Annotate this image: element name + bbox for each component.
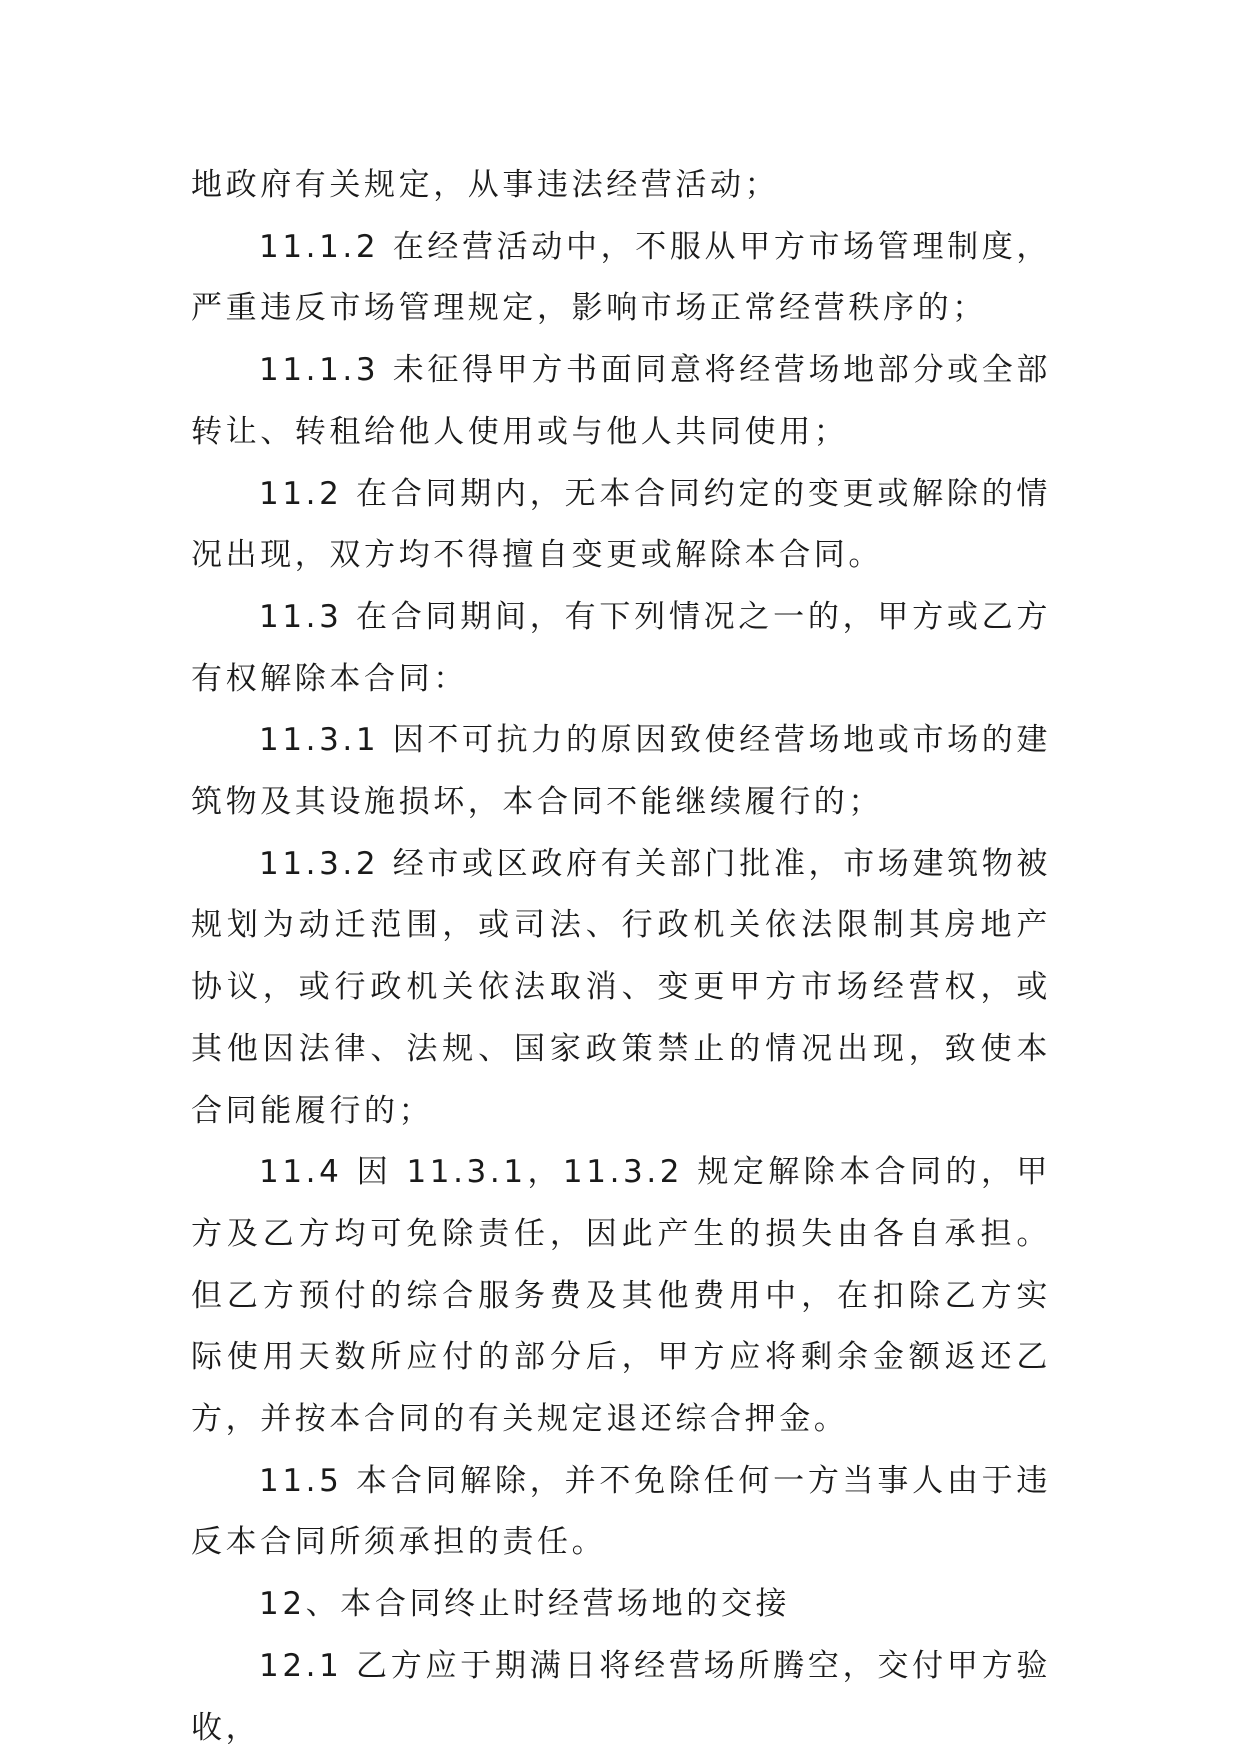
paragraph-clause-11-3: 11.3 在合同期间，有下列情况之一的，甲方或乙方有权解除本合同：: [191, 598, 1051, 697]
paragraph-clause-11-1-3: 11.1.3 未征得甲方书面同意将经营场地部分或全部转让、转租给他人使用或与他人共同使用；: [191, 352, 1051, 450]
paragraph-continuation: 地政府有关规定，从事违法经营活动；: [191, 167, 780, 203]
document-body: [191, 155, 1051, 1759]
section-heading-12: 12、本合同终止时经营场地的交接: [259, 1586, 791, 1623]
paragraph-clause-12-1: 12.1 乙方应于期满日将经营场所腾空，交付甲方验收，: [191, 1647, 1051, 1746]
paragraph-clause-11-3-2: 11.3.2 经市或区政府有关部门批准，市场建筑物被规划为动迁范围，或司法、行政机关依法限制其房地产协议，或行政机关依法取消、变更甲方市场经营权，或其他因法律、法规、国家政策禁止的情况出现，致使本合同能履行的；: [191, 845, 1051, 1129]
paragraph-clause-11-1-2: 11.1.2 在经营活动中，不服从甲方市场管理制度，严重违反市场管理规定，影响市场正常经营秩序的；: [191, 228, 1051, 327]
paragraph-clause-11-4: 11.4 因 11.3.1，11.3.2 规定解除本合同的，甲方及乙方均可免除责任，因此产生的损失由各自承担。但乙方预付的综合服务费及其他费用中，在扣除乙方实际使用天数所应付的部分后，甲方应将剩余金额返还乙方，并按本合同的有关规定退还综合押金。: [191, 1154, 1051, 1438]
paragraph-clause-11-3-1: 11.3.1 因不可抗力的原因致使经营场地或市场的建筑物及其设施损坏，本合同不能继续履行的；: [191, 722, 1051, 821]
paragraph-clause-11-2: 11.2 在合同期内，无本合同约定的变更或解除的情况出现，双方均不得擅自变更或解除本合同。: [191, 475, 1051, 574]
paragraph-clause-11-5: 11.5 本合同解除，并不免除任何一方当事人由于违反本合同所须承担的责任。: [191, 1462, 1051, 1561]
